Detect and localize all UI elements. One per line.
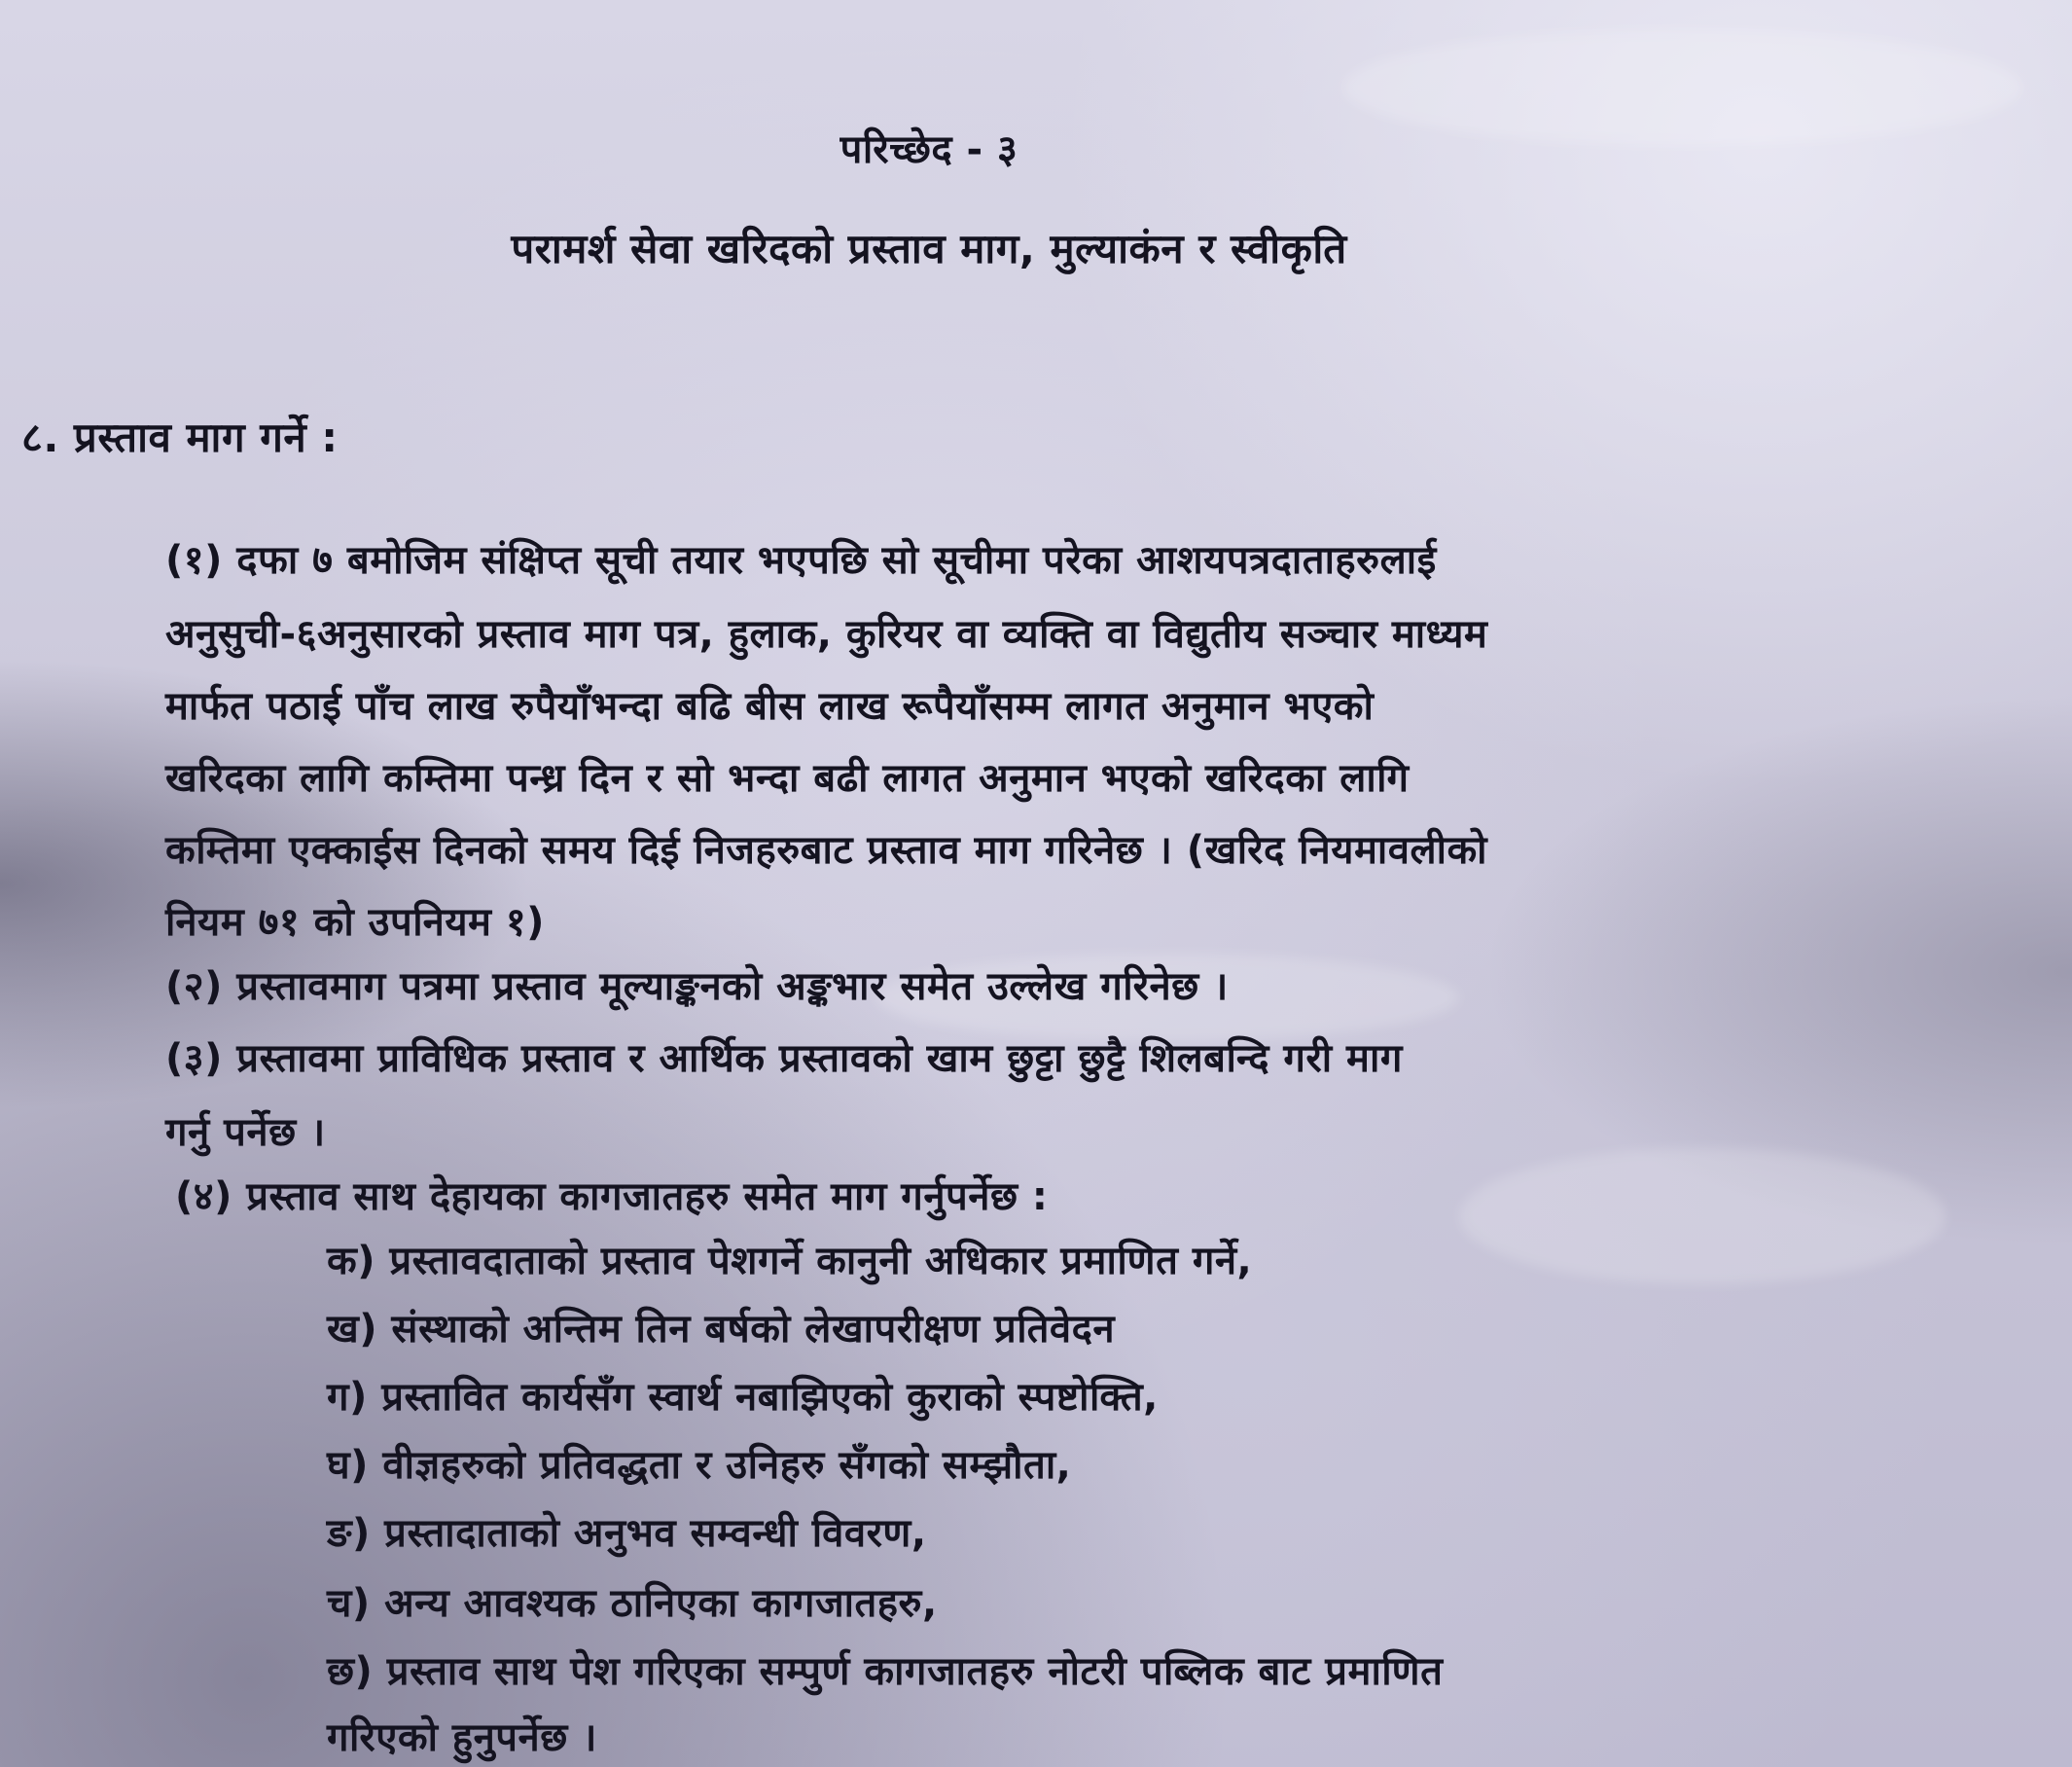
section-heading: ८. प्रस्ताव माग गर्ने : bbox=[21, 414, 339, 461]
paragraph-1-line: कम्तिमा एक्काईस दिनको समय दिई निजहरुबाट प्रस्ताव माग गरिनेछ । (खरिद नियमावलीको bbox=[165, 828, 1488, 873]
list-item: छ) प्रस्ताव साथ पेश गरिएका सम्पुर्ण कागजातहरु नोटरी पब्लिक बाट प्रमाणित bbox=[327, 1649, 1444, 1694]
paragraph-1-line: नियम ७१ को उपनियम १) bbox=[165, 900, 545, 945]
list-item: ख) संस्थाको अन्तिम तिन बर्षको लेखापरीक्षण प्रतिवेदन bbox=[327, 1307, 1116, 1352]
paper-crease bbox=[1459, 1148, 1946, 1284]
list-item-continuation: गरिएको हुनुपर्नेछ । bbox=[327, 1715, 597, 1760]
paragraph-1-line: अनुसुची-६अनुसारको प्रस्ताव माग पत्र, हुलाक, कुरियर वा व्यक्ति वा विद्युतीय सञ्चार माध्यम bbox=[165, 612, 1488, 657]
paragraph-1-line: खरिदका लागि कम्तिमा पन्ध्र दिन र सो भन्दा बढी लागत अनुमान भएको खरिदका लागि bbox=[165, 756, 1410, 801]
list-item: घ) वीज्ञहरुको प्रतिवद्धता र उनिहरु सँगको सम्झौता, bbox=[327, 1443, 1072, 1488]
list-item: ग) प्रस्तावित कार्यसँग स्वार्थ नबाझिएको कुराको स्पष्टोक्ति, bbox=[327, 1375, 1159, 1420]
paragraph-1-line: (१) दफा ७ बमोजिम संक्षिप्त सूची तयार भएपछि सो सूचीमा परेका आशयपत्रदाताहरुलाई bbox=[165, 538, 1437, 583]
paragraph-3-line: गर्नु पर्नेछ । bbox=[165, 1110, 326, 1155]
paragraph-2: (२) प्रस्तावमाग पत्रमा प्रस्ताव मूल्याङ्कनको अङ्कभार समेत उल्लेख गरिनेछ । bbox=[165, 964, 1229, 1009]
paragraph-1-line: मार्फत पठाई पाँच लाख रुपैयाँभन्दा बढि बीस लाख रूपैयाँसम्म लागत अनुमान भएको bbox=[165, 684, 1375, 729]
paragraph-4: (४) प्रस्ताव साथ देहायका कागजातहरु समेत माग गर्नुपर्नेछ : bbox=[175, 1174, 1049, 1219]
list-item: च) अन्य आवश्यक ठानिएका कागजातहरु, bbox=[327, 1581, 938, 1626]
list-item: क) प्रस्तावदाताको प्रस्ताव पेशगर्ने कानुनी अधिकार प्रमाणित गर्ने, bbox=[327, 1239, 1253, 1283]
paragraph-3-line: (३) प्रस्तावमा प्राविधिक प्रस्ताव र आर्थिक प्रस्तावको खाम छुट्टा छुट्टै शिलबन्दि गरी माग bbox=[165, 1036, 1403, 1081]
list-item: ङ) प्रस्तादाताको अनुभव सम्वन्धी विवरण, bbox=[327, 1511, 927, 1556]
chapter-title: परामर्श सेवा खरिदको प्रस्ताव माग, मुल्याकंन र स्वीकृति bbox=[511, 225, 1347, 272]
chapter-heading: परिच्छेद - ३ bbox=[840, 127, 1018, 172]
